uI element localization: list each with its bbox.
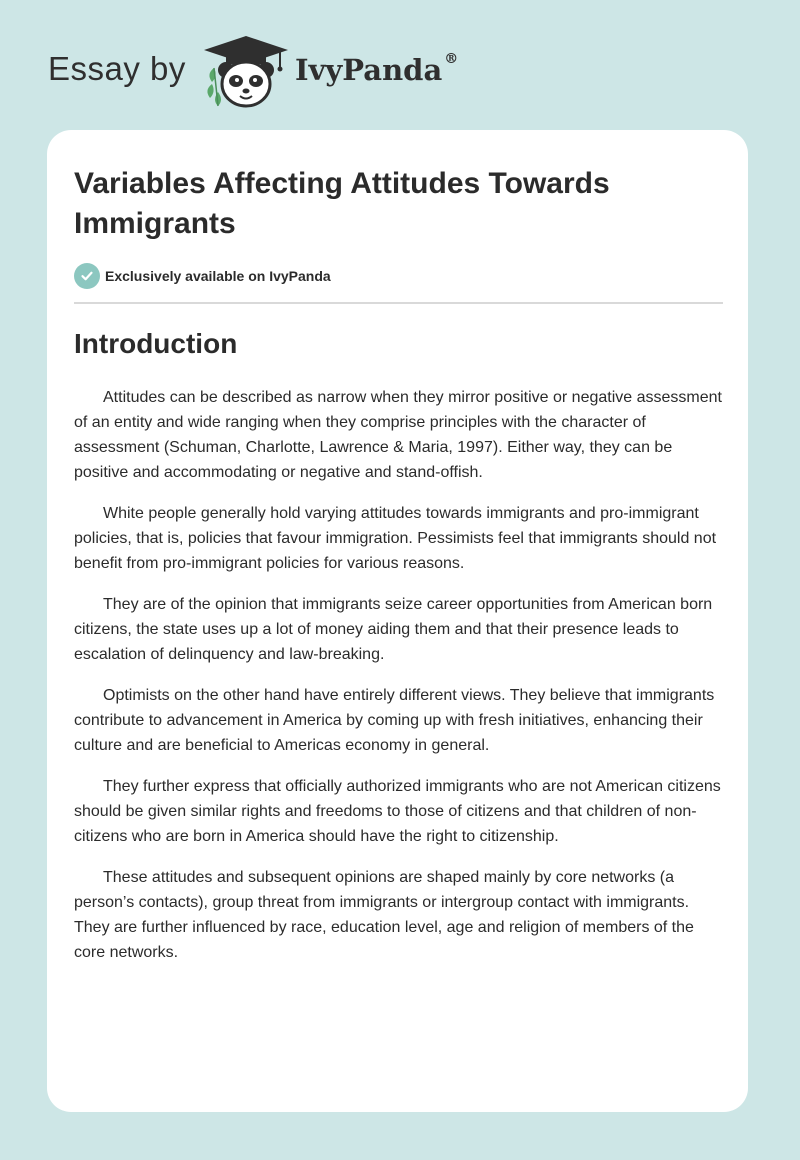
- brand-text: IvyPanda: [295, 53, 443, 87]
- section-heading: Introduction: [74, 328, 238, 359]
- paragraph: Optimists on the other hand have entirely different views. They believe that immigrants contribute to advancement in America by coming up with fresh initiatives, enhancing their culture and are beneficial to Americas economy in general.: [74, 687, 715, 754]
- panda-logo-icon[interactable]: [200, 34, 292, 110]
- paragraph: They further express that officially authorized immigrants who are not American citizens should be given similar rights and freedoms to those of citizens and that children of non-citizens who are born in America should have the right to citizenship.: [74, 778, 721, 845]
- exclusive-badge-text: Exclusively available on IvyPanda: [105, 268, 331, 284]
- site-header: [0, 0, 800, 130]
- article-body: [74, 385, 726, 981]
- brand-name[interactable]: [295, 53, 458, 87]
- page-title: Variables Affecting Attitudes Towards Immigrants: [74, 167, 610, 240]
- paragraph: White people generally hold varying attitudes towards immigrants and pro-immigrant policies, that is, policies that favour immigration. Pessimists feel that immigrants should not benefit from pro-immigrant policies for various reasons.: [74, 505, 717, 572]
- paragraph: Attitudes can be described as narrow when they mirror positive or negative assessment of an entity and wide ranging when they comprise principles with the character of assessment (Schuman, Charlotte, Lawrence & Maria, 1997). Either way, they can be positive and accommodating or negative and stand-offish.: [74, 389, 722, 481]
- check-circle-icon: [74, 263, 100, 289]
- paragraph: They are of the opinion that immigrants seize career opportunities from American born citizens, the state uses up a lot of money aiding them and that their presence leads to escalation of delinquency and law-breaking.: [74, 596, 713, 663]
- exclusive-badge: [74, 263, 331, 289]
- paragraph: These attitudes and subsequent opinions are shaped mainly by core networks (a person’s contacts), group threat from immigrants or intergroup contact with immigrants. They are further influenced by race, education level, age and religion of members of the core networks.: [74, 869, 694, 961]
- registered-mark: ®: [444, 51, 459, 67]
- essay-by-label: Essay by: [48, 50, 186, 87]
- divider: [74, 302, 723, 304]
- article-card: [47, 130, 748, 1112]
